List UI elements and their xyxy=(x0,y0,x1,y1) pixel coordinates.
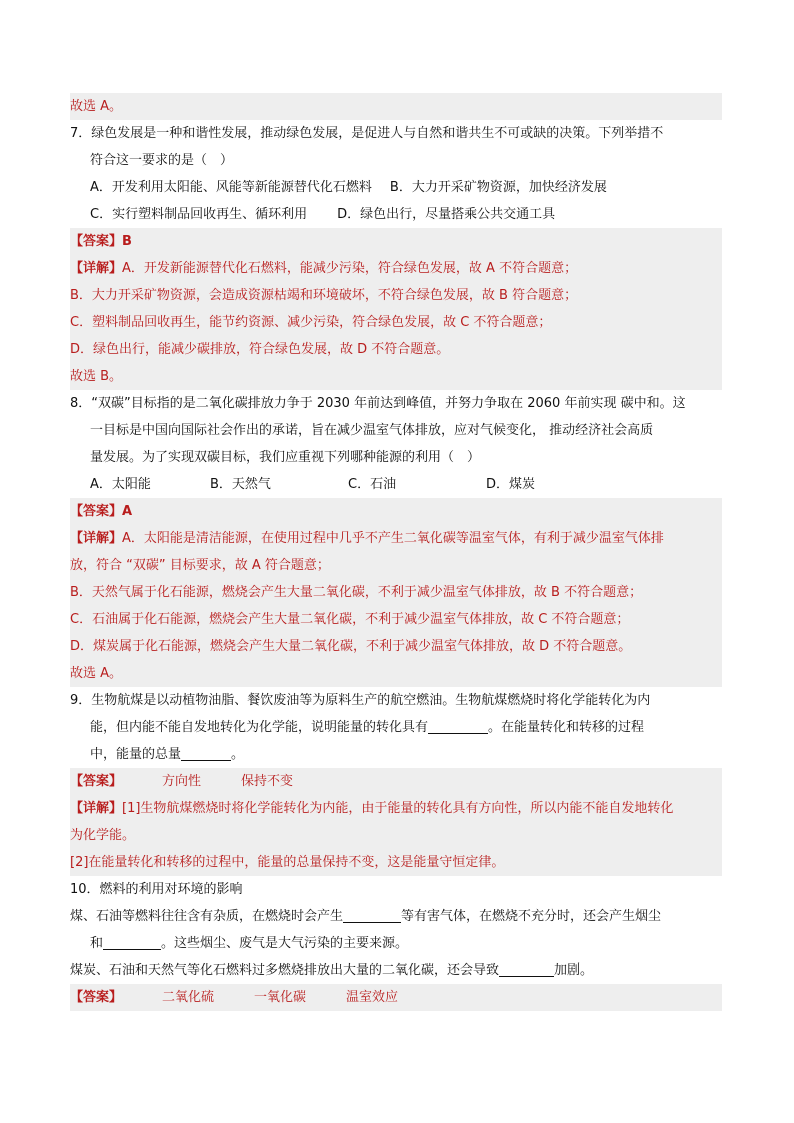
choose-line-q6: 故选 A。 xyxy=(70,93,722,120)
q9-detail-1b: 为化学能。 xyxy=(70,822,722,849)
q9-stem-line-3 xyxy=(70,741,722,768)
q8-option-d: D．煤炭 xyxy=(486,477,536,492)
q7-detail-tag: 【详解】 xyxy=(70,261,123,276)
q10-para-3 xyxy=(70,957,722,984)
q8-stem-line-1: 8．“双碳”目标指的是二氧化碳排放力争于 2030 年前达到峰值，并努力争取在 2060 年前实现 碳中和。这 xyxy=(70,396,686,411)
q10-answer xyxy=(70,984,722,1011)
q8-detail-tag: 【详解】 xyxy=(70,531,123,546)
q7-option-d: D．绿色出行，尽量搭乘公共交通工具 xyxy=(337,207,556,222)
q9-answer-tag: 【答案】 xyxy=(70,774,123,789)
q7-option-b: B．大力开采矿物资源，加快经济发展 xyxy=(389,180,607,195)
q7-option-c: C．实行塑料制品回收再生、循环利用 xyxy=(90,207,308,222)
q9-stem-line-3-a: 中，能量的总量 xyxy=(90,747,182,762)
q10-blank-2 xyxy=(103,934,161,950)
q8-option-b: B．天然气 xyxy=(210,477,271,492)
q8-stem-line-3: 量发展。为了实现双碳目标，我们应重视下列哪种能源的利用（ ） xyxy=(90,450,481,465)
q9-answer-2: 保持不变 xyxy=(241,774,294,789)
q9-stem-line-1: 9．生物航煤是以动植物油脂、餐饮废油等为原料生产的航空燃油。生物航煤燃烧时将化学能转化为内 xyxy=(70,693,651,708)
q7-option-a: A．开发利用太阳能、风能等新能源替代化石燃料 xyxy=(90,180,372,195)
q8-choose: 故选 A。 xyxy=(70,660,722,687)
q8-stem-line-2: 一目标是中国向国际社会作出的承诺，旨在减少温室气体排放，应对气候变化， 推动经济社会高质 xyxy=(90,423,654,438)
q10-title: 10．燃料的利用对环境的影响 xyxy=(70,882,243,897)
q7-options-row-2 xyxy=(70,201,722,228)
q7-stem-line-1: 7．绿色发展是一种和谐性发展，推动绿色发展，是促进人与自然和谐共生不可或缺的决策。下列举措不 xyxy=(70,126,664,141)
q7-detail-3: C．塑料制品回收再生，能节约资源、减少污染，符合绿色发展，故 C 不符合题意； xyxy=(70,309,722,336)
q8-detail-4: D．煤炭属于化石能源，燃烧会产生大量二氧化碳，不利于减少温室气体排放，故 D 不符合题意。 xyxy=(70,633,722,660)
q9-stem-line-3-b: 。 xyxy=(231,747,245,762)
q10-answer-1: 二氧化硫 xyxy=(162,990,215,1005)
q7-choose: 故选 B。 xyxy=(70,363,722,390)
q10-para-2-a: 和 xyxy=(90,936,104,951)
q10-blank-3 xyxy=(499,961,554,977)
q9-blank-2 xyxy=(181,745,231,761)
q8-option-c: C．石油 xyxy=(348,477,397,492)
q7-detail-2: B．大力开采矿物资源，会造成资源枯竭和环境破坏，不符合绿色发展，故 B 符合题意； xyxy=(70,282,722,309)
q7-detail-4: D．绿色出行，能减少碳排放，符合绿色发展，故 D 不符合题意。 xyxy=(70,336,722,363)
q9-stem-line-2 xyxy=(70,714,722,741)
q7-answer: 【答案】B xyxy=(70,228,722,255)
q10-para-1-b: 等有害气体，在燃烧不充分时，还会产生烟尘 xyxy=(401,909,662,924)
q10-answer-3: 温室效应 xyxy=(346,990,399,1005)
q8-option-a: A．太阳能 xyxy=(90,477,151,492)
document-page xyxy=(70,93,722,1011)
q7-detail-1 xyxy=(70,255,722,282)
q10-para-2-b: 。这些烟尘、废气是大气污染的主要来源。 xyxy=(161,936,409,951)
q9-answer xyxy=(70,768,722,795)
q10-blank-1 xyxy=(343,907,401,923)
q8-detail-1 xyxy=(70,525,722,552)
q10-answer-tag: 【答案】 xyxy=(70,990,123,1005)
q10-para-1 xyxy=(70,903,722,930)
q7-options-row-1 xyxy=(70,174,722,201)
q7-detail-1-text: A．开发新能源替代化石燃料，能减少污染，符合绿色发展，故 A 不符合题意； xyxy=(122,261,578,276)
q8-detail-1-text: A．太阳能是清洁能源，在使用过程中几乎不产生二氧化碳等温室气体，有利于减少温室气体排 xyxy=(122,531,664,546)
q10-para-2 xyxy=(70,930,722,957)
q10-answer-2: 一氧化碳 xyxy=(254,990,307,1005)
q8-options-row xyxy=(70,471,722,498)
q9-detail-2: [2]在能量转化和转移的过程中，能量的总量保持不变，这是能量守恒定律。 xyxy=(70,849,722,876)
q9-blank-1 xyxy=(428,718,488,734)
q9-detail-1-text: [1]生物航煤燃烧时将化学能转化为内能，由于能量的转化具有方向性，所以内能不能自发地转化 xyxy=(122,801,674,816)
q9-stem-line-2-b: 。在能量转化和转移的过程 xyxy=(488,720,645,735)
q7-stem-line-2: 符合这一要求的是（ ） xyxy=(90,153,234,168)
q9-stem-line-2-a: 能，但内能不能自发地转化为化学能，说明能量的转化具有 xyxy=(90,720,429,735)
q9-detail-tag: 【详解】 xyxy=(70,801,123,816)
q9-answer-1: 方向性 xyxy=(162,774,202,789)
q10-para-3-b: 加剧。 xyxy=(554,963,594,978)
q10-para-3-a: 煤炭、石油和天然气等化石燃料过多燃烧排放出大量的二氧化碳，还会导致 xyxy=(70,963,500,978)
q9-detail-1 xyxy=(70,795,722,822)
q10-para-1-a: 煤、石油等燃料往往含有杂质，在燃烧时会产生 xyxy=(70,909,344,924)
q8-detail-1b: 放，符合 “双碳” 目标要求，故 A 符合题意； xyxy=(70,552,722,579)
q8-detail-2: B．天然气属于化石能源，燃烧会产生大量二氧化碳，不利于减少温室气体排放，故 B 不符合题意； xyxy=(70,579,722,606)
q8-answer: 【答案】A xyxy=(70,498,722,525)
q8-detail-3: C．石油属于化石能源，燃烧会产生大量二氧化碳，不利于减少温室气体排放，故 C 不符合题意； xyxy=(70,606,722,633)
